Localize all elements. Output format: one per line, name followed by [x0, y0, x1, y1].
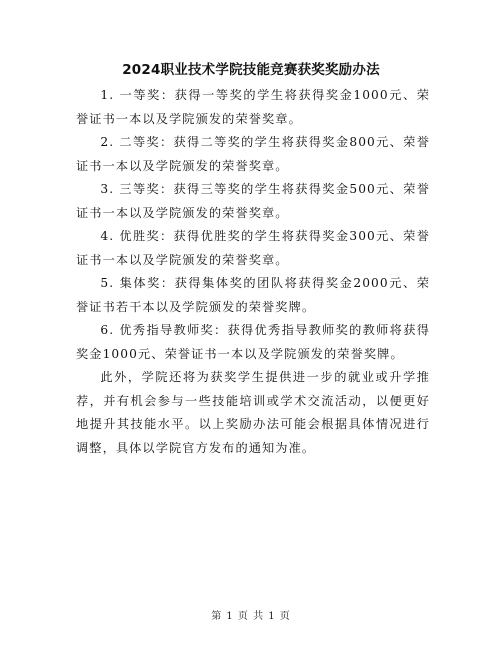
paragraph-merit-prize: 4. 优胜奖：获得优胜奖的学生将获得奖金300元、荣誉证书一本以及学院颁发的荣誉奖章。 — [76, 229, 430, 267]
page-footer: 第 1 页 共 1 页 — [211, 611, 291, 622]
document-body — [76, 84, 430, 460]
paragraph-team-prize: 5. 集体奖：获得集体奖的团队将获得奖金2000元、荣誉证书若干本以及学院颁发的荣誉奖牌。 — [76, 276, 430, 314]
paragraph-teacher-prize: 6. 优秀指导教师奖：获得优秀指导教师奖的教师将获得奖金1000元、荣誉证书一本以及学院颁发的荣誉奖牌。 — [76, 323, 430, 361]
paragraph-first-prize: 1. 一等奖：获得一等奖的学生将获得奖金1000元、荣誉证书一本以及学院颁发的荣誉奖章。 — [76, 88, 430, 126]
paragraph-additional-notes: 此外，学院还将为获奖学生提供进一步的就业或升学推荐，并有机会参与一些技能培训或学术交流活动，以便更好地提升其技能水平。以上奖励办法可能会根据具体情况进行调整，具体以学院官方发布的通知为准。 — [76, 370, 430, 455]
paragraph-second-prize: 2. 二等奖：获得二等奖的学生将获得奖金800元、荣誉证书一本以及学院颁发的荣誉奖章。 — [76, 135, 430, 173]
document-title: 2024职业技术学院技能竞赛获奖奖励办法 — [122, 62, 380, 78]
paragraph-third-prize: 3. 三等奖：获得三等奖的学生将获得奖金500元、荣誉证书一本以及学院颁发的荣誉奖章。 — [76, 182, 430, 220]
